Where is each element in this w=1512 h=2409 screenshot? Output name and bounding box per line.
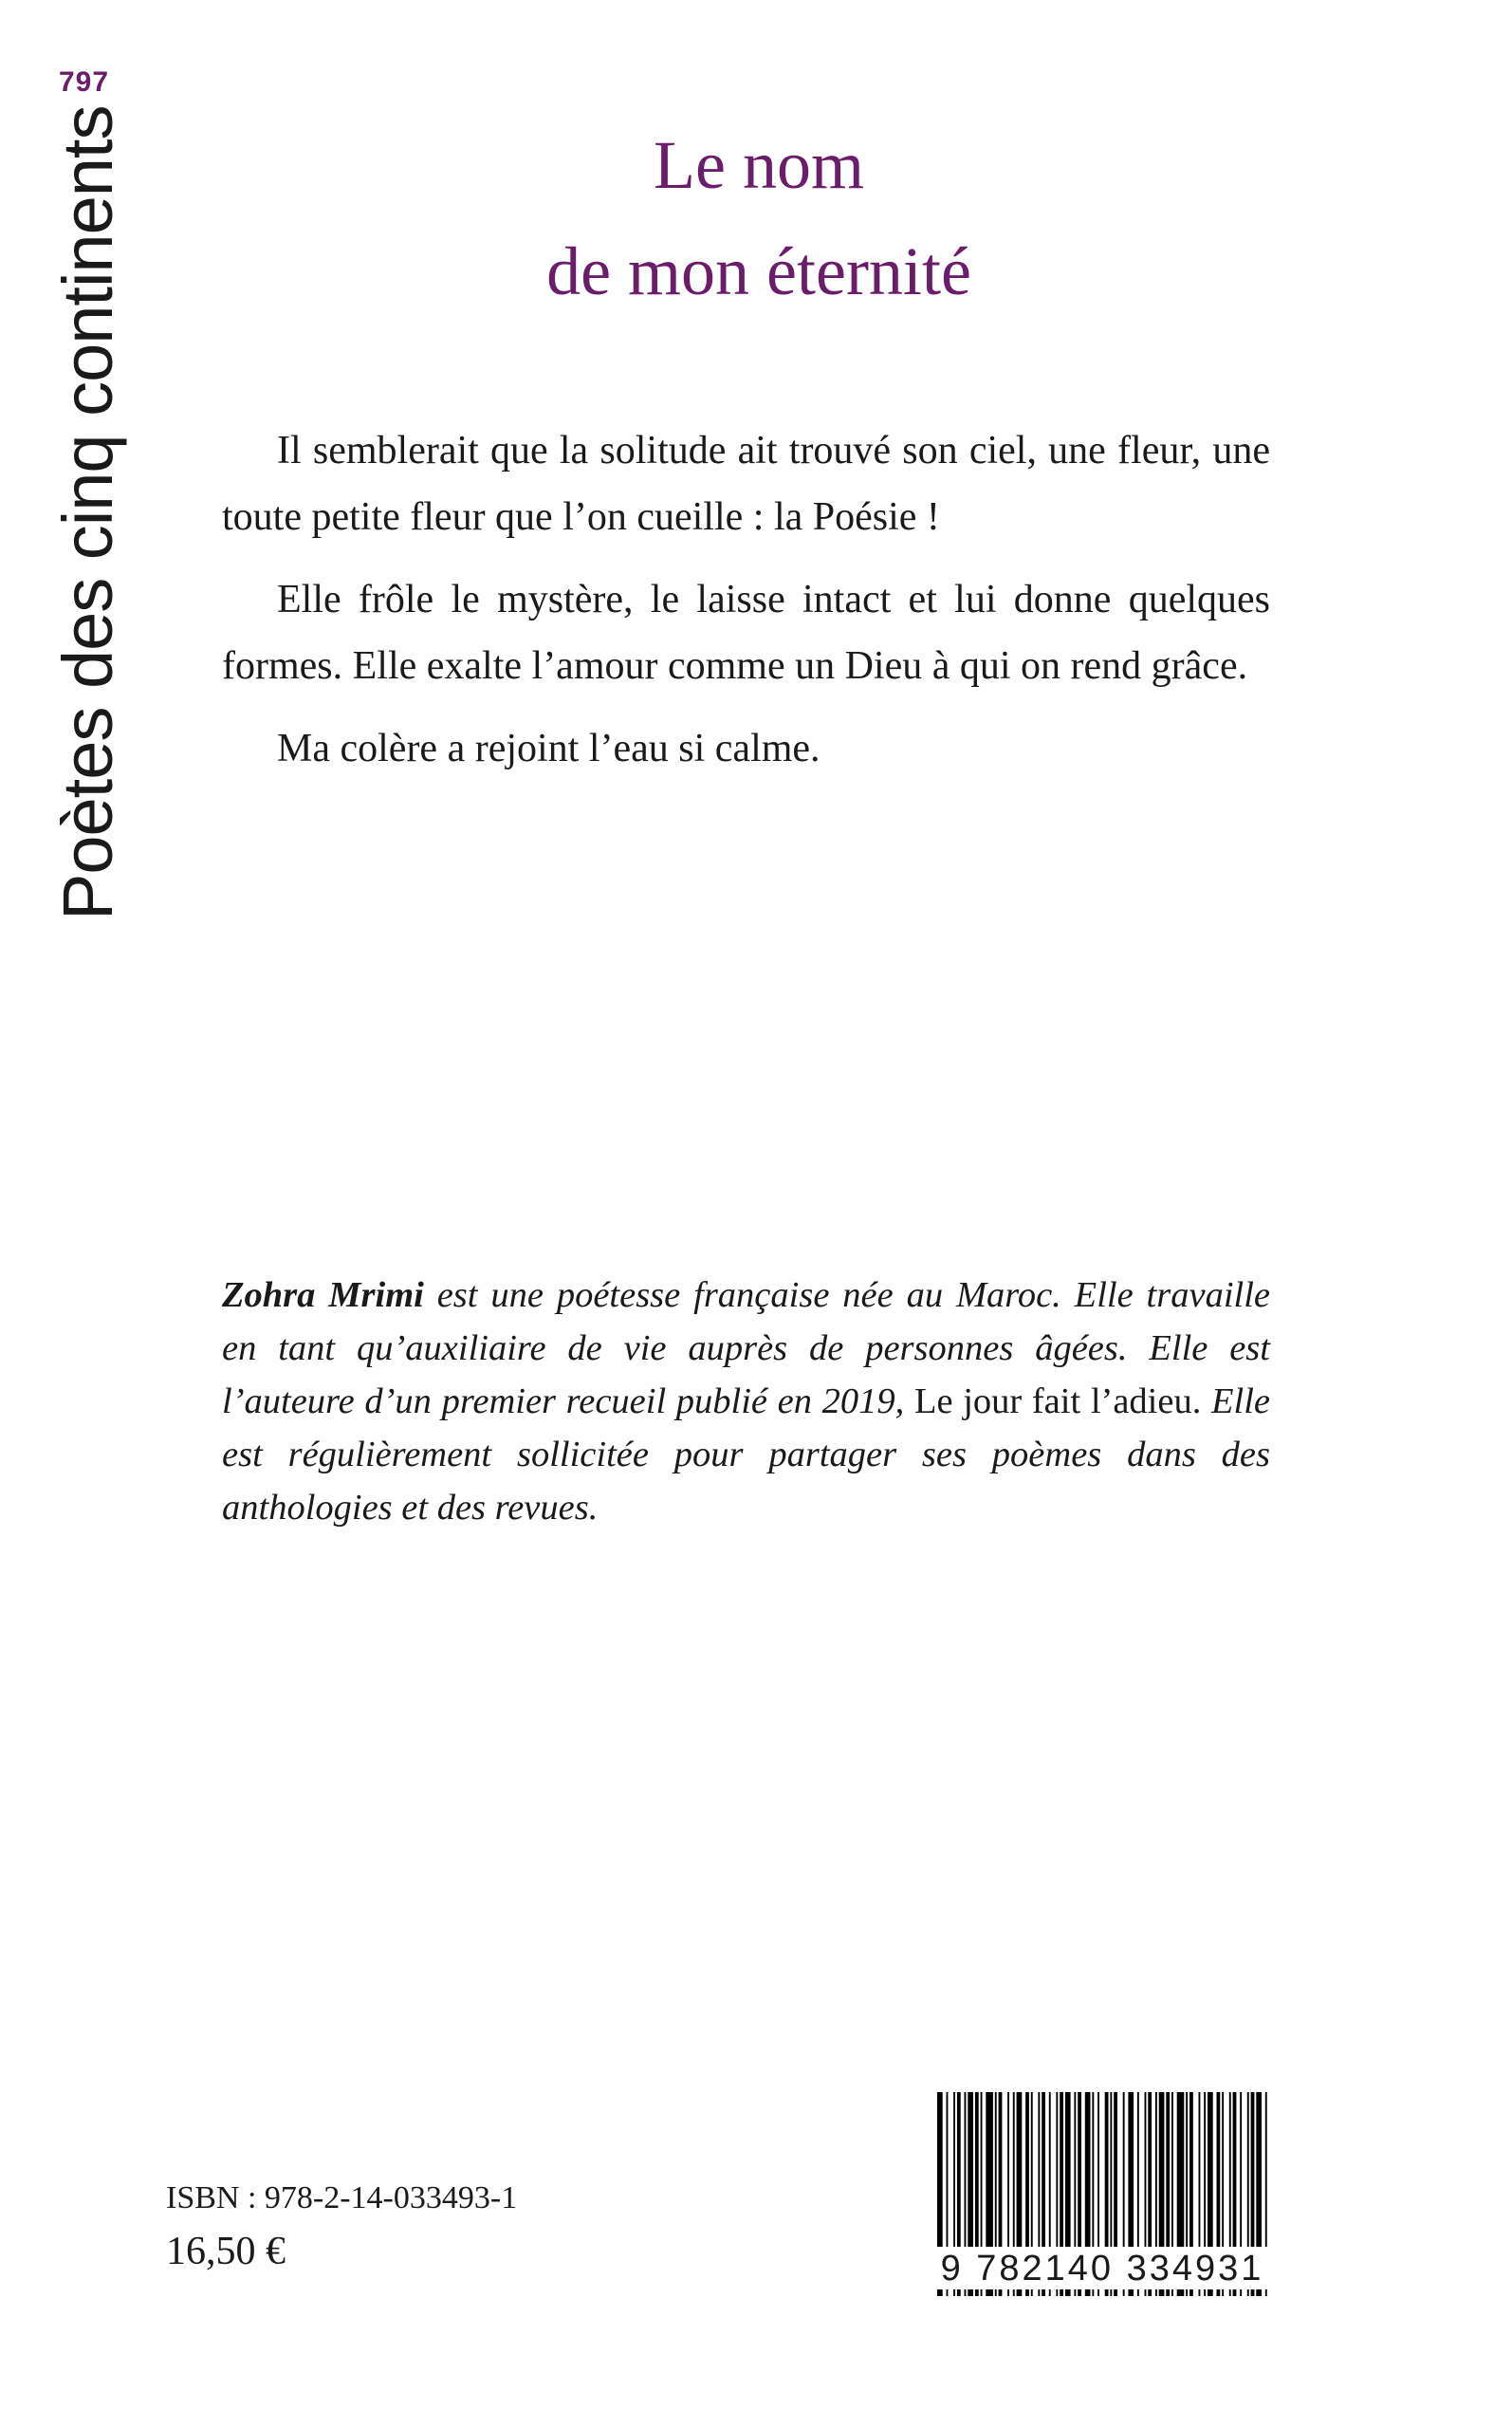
- blurb: [222, 417, 1270, 798]
- previous-book-title: Le jour fait l’adieu.: [913, 1381, 1202, 1421]
- bio-text-1: est une poétesse française née au Maroc. Elle travaille en tant qu’auxiliaire de vie auprès de personnes âgées. Elle est l’auteure d’un premier recueil publié en 2019,: [222, 1275, 1270, 1421]
- blurb-paragraph-3: Ma colère a rejoint l’eau si calme.: [277, 727, 821, 770]
- book-title: [474, 112, 1043, 324]
- barcode-digits: 9 782140 334931: [931, 2247, 1273, 2289]
- author-bio: [222, 1269, 1270, 1534]
- title-line-2: de mon éternité: [546, 233, 971, 309]
- blurb-paragraph-1: Il semblerait que la solitude ait trouvé son ciel, une fleur, une toute petite fleur que l’on cueille : la Poésie !: [222, 429, 1270, 539]
- series-number: 797: [59, 66, 110, 98]
- series-name: Poètes des cinq continents: [48, 105, 127, 920]
- blurb-paragraph-2: Elle frôle le mystère, le laisse intact et lui donne quelques formes. Elle exalte l’amour comme un Dieu à qui on rend grâce.: [222, 578, 1270, 688]
- bio-text-2: Elle est régulièrement sollicitée pour partager ses poèmes dans des anthologies et des revues.: [222, 1381, 1270, 1528]
- title-line-1: Le nom: [654, 127, 864, 203]
- isbn: ISBN : 978-2-14-033493-1: [166, 2180, 518, 2215]
- price: 16,50 €: [166, 2230, 286, 2273]
- author-name: Zohra Mrimi: [222, 1275, 424, 1315]
